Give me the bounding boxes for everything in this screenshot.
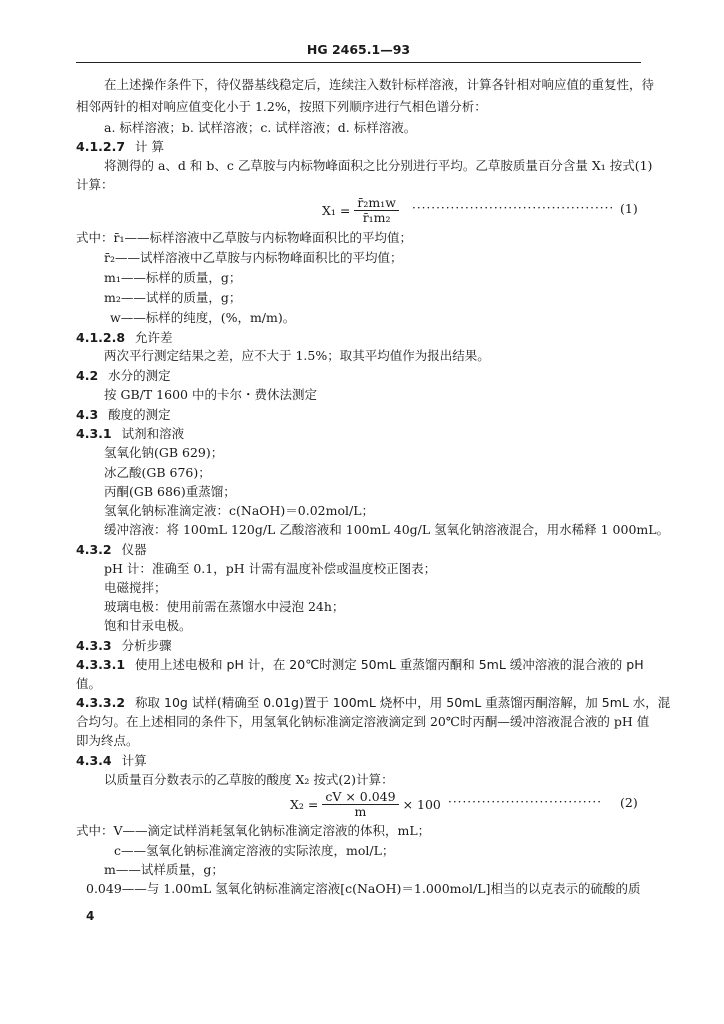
section-heading <box>76 329 173 347</box>
section-title: 试剂和溶液 <box>121 426 185 441</box>
header-rule <box>76 62 641 63</box>
definition-line: 式中：r̄₁——标样溶液中乙草胺与内标物峰面积比的平均值； <box>76 230 412 245</box>
section-title: 计算 <box>121 753 147 768</box>
list-item: 丙酮(GB 686)重蒸馏； <box>104 484 236 499</box>
section-title: 计 算 <box>135 139 165 154</box>
definition-line: 0.049——与 1.00mL 氢氧化钠标准滴定溶液[c(NaOH)＝1.000mol/L]相当的以克表示的硫酸的质 <box>86 881 641 896</box>
paragraph-line: 即为终点。 <box>76 733 139 748</box>
definition-line: 式中：V——滴定试样消耗氢氧化钠标准滴定溶液的体积，mL； <box>76 823 431 838</box>
paragraph-line: 将测得的 a、d 和 b、c 乙草胺与内标物峰面积之比分别进行平均。乙草胺质量百分含量 X₁ 按式(1) <box>104 158 653 173</box>
leader-dots: ·········································· <box>412 201 615 215</box>
section-number: 4.3.3 <box>76 638 112 653</box>
list-item: 缓冲溶液：将 100mL 120g/L 乙酸溶液和 100mL 40g/L 氢氧化钠溶液混合，用水稀释 1 000mL。 <box>104 522 670 537</box>
paragraph-line: 使用上述电极和 pH 计，在 20℃时测定 50mL 重蒸馏丙酮和 5mL 缓冲溶液的混合液的 pH <box>135 657 644 672</box>
formula-1 <box>322 196 399 225</box>
section-number: 4.3.3.1 <box>76 657 126 672</box>
section-number: 4.3.1 <box>76 426 112 441</box>
definition-line: c——氢氧化钠标准滴定溶液的实际浓度，mol/L； <box>114 843 395 858</box>
definition-line: m——试样质量，g； <box>104 862 224 877</box>
section-heading <box>76 637 172 655</box>
paragraph-line: 合均匀。在上述相同的条件下，用氢氧化钠标准滴定溶液滴定到 20℃时丙酮—缓冲溶液混合液的 pH 值 <box>76 714 650 729</box>
list-item: 电磁搅拌； <box>104 580 167 595</box>
formula-fraction <box>322 790 398 819</box>
section-number: 4.3.4 <box>76 753 112 768</box>
section-title: 仪器 <box>121 542 147 557</box>
formula-lhs: X₂ = <box>290 797 319 812</box>
section-number: 4.3 <box>76 407 99 422</box>
section-heading <box>76 367 171 385</box>
formula-multiplier: × 100 <box>402 797 441 812</box>
paragraph-line: 以质量百分数表示的乙草胺的酸度 X₂ 按式(2)计算： <box>104 772 394 787</box>
definition-line: w——标样的纯度，(%，m/m)。 <box>110 310 296 325</box>
equation-number: (1) <box>620 201 638 216</box>
formula-fraction <box>354 196 399 225</box>
section-heading <box>76 406 171 424</box>
section-number: 4.3.2 <box>76 542 112 557</box>
list-item: 玻璃电极：使用前需在蒸馏水中浸泡 24h； <box>104 599 345 614</box>
section-heading <box>76 752 147 770</box>
list-item: 饱和甘汞电极。 <box>104 618 192 633</box>
formula-lhs: X₁ = <box>322 203 351 218</box>
formula-denominator: m <box>354 804 367 819</box>
list-item: 冰乙酸(GB 676)； <box>104 465 211 480</box>
paragraph-line: a. 标样溶液；b. 试样溶液；c. 试样溶液；d. 标样溶液。 <box>104 120 417 135</box>
section-heading <box>76 656 644 674</box>
paragraph-line: 按 GB/T 1600 中的卡尔・费休法测定 <box>104 387 317 402</box>
section-heading <box>76 541 147 559</box>
definition-line: r̄₂——试样溶液中乙草胺与内标物峰面积比的平均值； <box>104 250 403 265</box>
section-title: 允许差 <box>135 330 173 345</box>
definition-line: m₁——标样的质量，g； <box>104 270 242 285</box>
formula-numerator: cV × 0.049 <box>322 790 398 805</box>
section-heading <box>76 425 184 443</box>
paragraph-line: 相邻两针的相对响应值变化小于 1.2%，按照下列顺序进行气相色谱分析： <box>76 99 487 114</box>
list-item: 氢氧化钠标准滴定液：c(NaOH)＝0.02mol/L； <box>104 503 375 518</box>
formula-denominator: r̄₁m₂ <box>362 210 391 225</box>
section-number: 4.1.2.8 <box>76 330 126 345</box>
page-number: 4 <box>86 909 95 923</box>
section-title: 酸度的测定 <box>108 407 171 422</box>
section-heading <box>76 694 670 712</box>
section-title: 分析步骤 <box>121 638 172 653</box>
standard-code-header: HG 2465.1—93 <box>306 42 411 57</box>
paragraph-line: 两次平行测定结果之差，应不大于 1.5%；取其平均值作为报出结果。 <box>104 348 490 363</box>
leader-dots: ································ <box>448 795 603 809</box>
formula-2 <box>290 790 441 819</box>
paragraph-line: 称取 10g 试样(精确至 0.01g)置于 100mL 烧杯中，用 50mL 重蒸馏丙酮溶解，加 5mL 水，混 <box>135 695 671 710</box>
equation-number: (2) <box>620 795 638 810</box>
paragraph-line: 在上述操作条件下，待仪器基线稳定后，连续注入数针标样溶液，计算各针相对响应值的重复性，待 <box>104 77 655 92</box>
section-number: 4.1.2.7 <box>76 139 126 154</box>
section-heading <box>76 138 164 156</box>
paragraph-line: 计算： <box>76 177 114 192</box>
section-number: 4.3.3.2 <box>76 695 126 710</box>
section-number: 4.2 <box>76 368 99 383</box>
list-item: pH 计：准确至 0.1，pH 计需有温度补偿或温度校正图表； <box>104 561 437 576</box>
section-title: 水分的测定 <box>108 368 171 383</box>
formula-numerator: r̄₂m₁w <box>354 196 399 211</box>
paragraph-line: 值。 <box>76 676 102 691</box>
list-item: 氢氧化钠(GB 629)； <box>104 445 224 460</box>
definition-line: m₂——试样的质量，g； <box>104 290 242 305</box>
